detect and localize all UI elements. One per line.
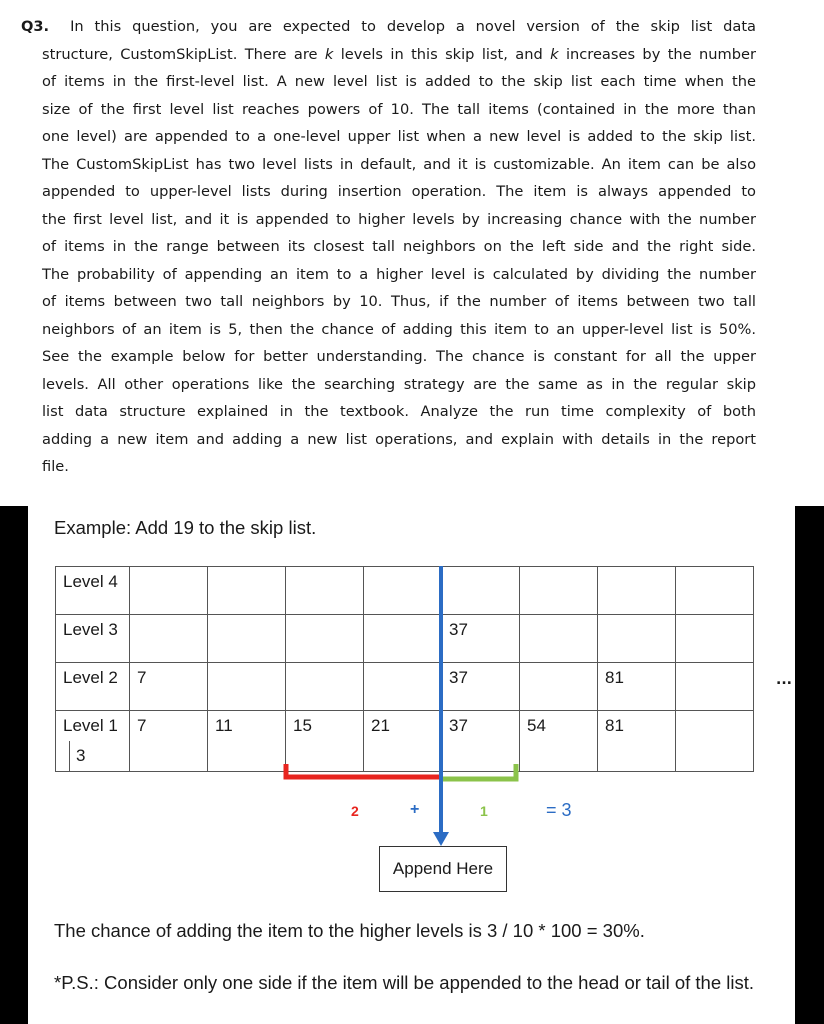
append-here-label: Append Here — [392, 859, 494, 878]
plus-sign: + — [410, 801, 420, 818]
skip-level-row — [56, 711, 754, 772]
skip-cell — [598, 567, 676, 615]
question-line-11: of items between two tall neighbors by 10. Thus, if the number of items between two tall — [42, 293, 756, 310]
head-value: 3 — [69, 741, 85, 771]
right-count: 1 — [480, 803, 488, 819]
skip-cell — [364, 615, 442, 663]
question-line-14: levels. All other operations like the searching strategy are the same as in the regular skip — [42, 375, 756, 393]
question-line-5: one level) are appended to a one-level upper list when a new level is added to the skip list. — [42, 128, 756, 145]
skip-cell: 81 — [598, 711, 676, 772]
question-line-9: of items in the range between its closest tall neighbors on the left side and the right side. — [42, 238, 756, 255]
skip-list-table — [55, 566, 754, 772]
count-total: = 3 — [546, 800, 572, 820]
question-number: Q3. — [21, 18, 50, 35]
skip-cell: 21 — [364, 711, 442, 772]
question-line-1: Q3. In this question, you are expected to develop a novel version of the skip list data — [21, 18, 756, 35]
question-line-4: size of the first level list reaches powers of 10. The tall items (contained in the more than — [42, 100, 756, 118]
skip-cell — [676, 615, 754, 663]
question-line-8: the first level list, and it is appended to higher levels by increasing chance with the number — [42, 210, 756, 228]
skip-cell — [130, 615, 208, 663]
skip-cell: 37 — [442, 711, 520, 772]
left-black-bar — [0, 506, 28, 1024]
level-label: Level 13 — [56, 711, 130, 772]
question-line-13: See the example below for better understanding. The chance is constant for all the upper — [42, 348, 756, 365]
skip-cell — [598, 615, 676, 663]
question-line-16: adding a new item and adding a new list operations, and explain with details in the report — [42, 430, 756, 448]
skip-cell: 37 — [442, 663, 520, 711]
skip-cell: 54 — [520, 711, 598, 772]
ps-note: *P.S.: Consider only one side if the item will be appended to the head or tail of the list. — [54, 972, 755, 993]
skip-cell: 81 — [598, 663, 676, 711]
question-line-3: of items in the first-level list. A new level list is added to the skip list each time when the — [42, 73, 756, 90]
skip-cell — [208, 615, 286, 663]
skip-cell: 7 — [130, 711, 208, 772]
skip-level-row — [56, 663, 754, 711]
skip-cell — [208, 567, 286, 615]
skip-cell — [676, 567, 754, 615]
skip-cell — [364, 567, 442, 615]
question-line-10: The probability of appending an item to a higher level is calculated by dividing the number — [42, 265, 756, 283]
skip-cell — [676, 711, 754, 772]
skip-cell: 7 — [130, 663, 208, 711]
example-caption: Example: Add 19 to the skip list. — [54, 517, 317, 538]
skip-cell: 37 — [442, 615, 520, 663]
skip-cell: 15 — [286, 711, 364, 772]
insertion-arrow-head — [433, 832, 449, 846]
skip-cell — [442, 567, 520, 615]
skip-cell — [520, 567, 598, 615]
skip-cell — [676, 663, 754, 711]
skip-cell — [130, 567, 208, 615]
skip-cell — [520, 663, 598, 711]
level-label: Level 2 — [56, 663, 130, 711]
skip-cell — [286, 663, 364, 711]
skip-cell: 11 — [208, 711, 286, 772]
skip-cell — [286, 615, 364, 663]
skip-cell — [286, 567, 364, 615]
level-label: Level 4 — [56, 567, 130, 615]
question-line-15: list data structure explained in the textbook. Analyze the run time complexity of both — [42, 403, 756, 420]
question-text — [0, 0, 824, 500]
question-line-7: appended to upper-level lists during insertion operation. The item is always appended to — [42, 183, 756, 200]
ellipsis-mark: ... — [776, 672, 792, 688]
question-line-12: neighbors of an item is 5, then the chance of adding this item to an upper-level list is 50%. — [42, 320, 756, 338]
skip-level-row — [56, 615, 754, 663]
right-black-bar — [795, 506, 824, 1024]
skip-cell — [364, 663, 442, 711]
append-here-box — [379, 846, 507, 892]
question-line-6: The CustomSkipList has two level lists in default, and it is customizable. An item can be also — [42, 155, 756, 173]
left-count: 2 — [351, 803, 359, 819]
skip-level-row — [56, 567, 754, 615]
skip-cell — [520, 615, 598, 663]
question-line-2: structure, CustomSkipList. There are k levels in this skip list, and k increases by the number — [42, 45, 756, 63]
skip-cell — [208, 663, 286, 711]
level-label: Level 3 — [56, 615, 130, 663]
question-line-17: file. — [42, 458, 69, 475]
chance-explanation: The chance of adding the item to the higher levels is 3 / 10 * 100 = 30%. — [54, 920, 645, 941]
